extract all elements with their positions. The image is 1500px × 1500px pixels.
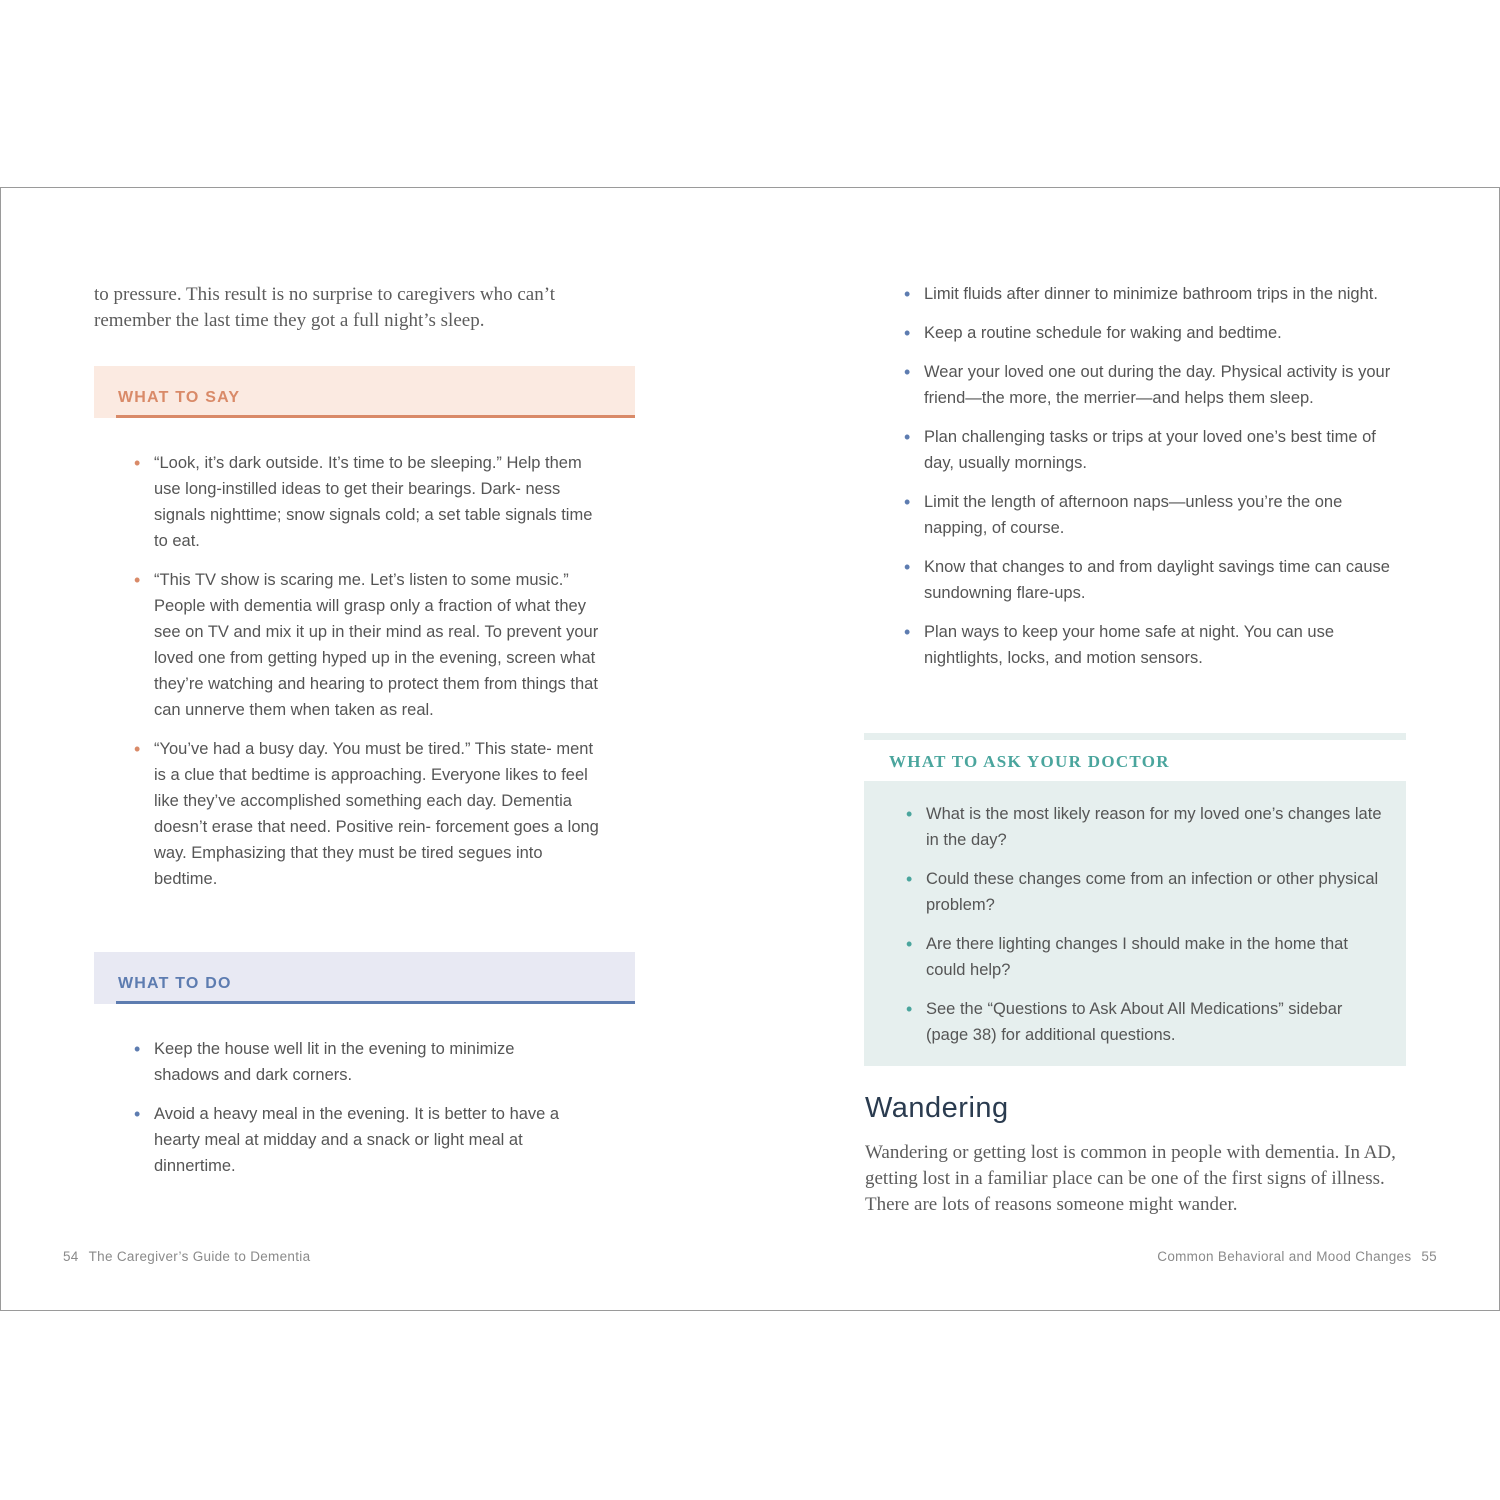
list-item: • Keep a routine schedule for waking and bedtime. — [904, 320, 1394, 346]
list-item: • “Look, it’s dark outside. It’s time to be sleeping.” Help them use long-instilled ideas to get their bearings. Dark- ness signals nighttime; snow signals cold; a set table signals time to eat. — [134, 450, 604, 554]
list-item: • Plan ways to keep your home safe at night. You can use nightlights, locks, and motion sensors. — [904, 619, 1394, 671]
what-to-say-rule — [116, 415, 635, 418]
list-item: • What is the most likely reason for my loved one’s changes late in the day? — [906, 801, 1386, 853]
list-item: • Avoid a heavy meal in the evening. It is better to have a hearty meal at midday and a snack or light meal at dinnertime. — [134, 1101, 584, 1179]
bullet-icon: • — [904, 323, 911, 343]
intro-paragraph: to pressure. This result is no surprise to caregivers who can’t remember the last time they got a full night’s sleep. — [94, 284, 556, 331]
list-item: • Limit the length of afternoon naps—unless you’re the one napping, of course. — [904, 489, 1394, 541]
book-spread — [0, 187, 1500, 1311]
sleep-tips-list — [904, 281, 1394, 684]
bullet-icon: • — [904, 362, 911, 382]
list-item: • Wear your loved one out during the day. Physical activity is your friend—the more, the merrier—and helps them sleep. — [904, 359, 1394, 411]
list-item: • Know that changes to and from daylight savings time can cause sundowning flare-ups. — [904, 554, 1394, 606]
list-item: • “You’ve had a busy day. You must be tired.” This state- ment is a clue that bedtime is approaching. Everyone likes to feel like they’ve accomplished something each day. Dementia doesn’t erase that need. Positive rein- forcement goes a long way. Emphasizing that they must be tired segues into bedtime. — [134, 736, 604, 892]
bullet-icon: • — [906, 934, 913, 954]
list-item: • Could these changes come from an infection or other physical problem? — [906, 866, 1386, 918]
bullet-icon: • — [904, 622, 911, 642]
chapter-title: Common Behavioral and Mood Changes — [1157, 1249, 1412, 1264]
list-item: • Are there lighting changes I should make in the home that could help? — [906, 931, 1386, 983]
what-to-do-list — [134, 1036, 584, 1192]
left-footer — [63, 1249, 310, 1264]
bullet-icon: • — [906, 999, 913, 1019]
bullet-icon: • — [904, 557, 911, 577]
page-number-right: 55 — [1421, 1249, 1437, 1264]
book-title: The Caregiver’s Guide to Dementia — [88, 1249, 311, 1264]
bullet-icon: • — [134, 1039, 141, 1059]
wandering-paragraph: Wandering or getting lost is common in people with dementia. In AD, getting lost in a familiar place can be one of the first signs of illness. There are lots of reasons someone might wander. — [865, 1142, 1396, 1215]
list-item: • Limit fluids after dinner to minimize bathroom trips in the night. — [904, 281, 1394, 307]
what-to-do-label: WHAT TO DO — [118, 975, 232, 992]
list-item: • See the “Questions to Ask About All Medications” sidebar (page 38) for additional questions. — [906, 996, 1386, 1048]
ask-doctor-list — [906, 801, 1386, 1061]
list-item: • Keep the house well lit in the evening to minimize shadows and dark corners. — [134, 1036, 584, 1088]
bullet-icon: • — [904, 284, 911, 304]
list-item: • “This TV show is scaring me. Let’s listen to some music.” People with dementia will grasp only a fraction of what they see on TV and mix it up in their mind as real. To prevent your loved one from getting hyped up in the evening, screen what they’re watching and hearing to protect them from things that can unnerve them when taken as real. — [134, 567, 604, 723]
bullet-icon: • — [134, 1104, 141, 1124]
what-to-do-header — [94, 952, 635, 1004]
bullet-icon: • — [134, 570, 141, 590]
bullet-icon: • — [134, 453, 141, 473]
bullet-icon: • — [906, 869, 913, 889]
list-item: • Plan challenging tasks or trips at your loved one’s best time of day, usually mornings. — [904, 424, 1394, 476]
what-to-say-list — [134, 450, 604, 905]
bullet-icon: • — [906, 804, 913, 824]
what-to-do-rule — [116, 1001, 635, 1004]
bullet-icon: • — [134, 739, 141, 759]
section-heading-wandering: Wandering — [865, 1092, 1009, 1124]
ask-doctor-top-rule — [864, 733, 1406, 740]
bullet-icon: • — [904, 492, 911, 512]
what-to-say-label: WHAT TO SAY — [118, 389, 241, 406]
what-to-say-header — [94, 366, 635, 418]
bullet-icon: • — [904, 427, 911, 447]
right-footer — [1157, 1249, 1437, 1264]
ask-doctor-label: WHAT TO ASK YOUR DOCTOR — [889, 752, 1170, 771]
ask-doctor-box — [864, 781, 1406, 1066]
page-number-left: 54 — [63, 1249, 79, 1264]
